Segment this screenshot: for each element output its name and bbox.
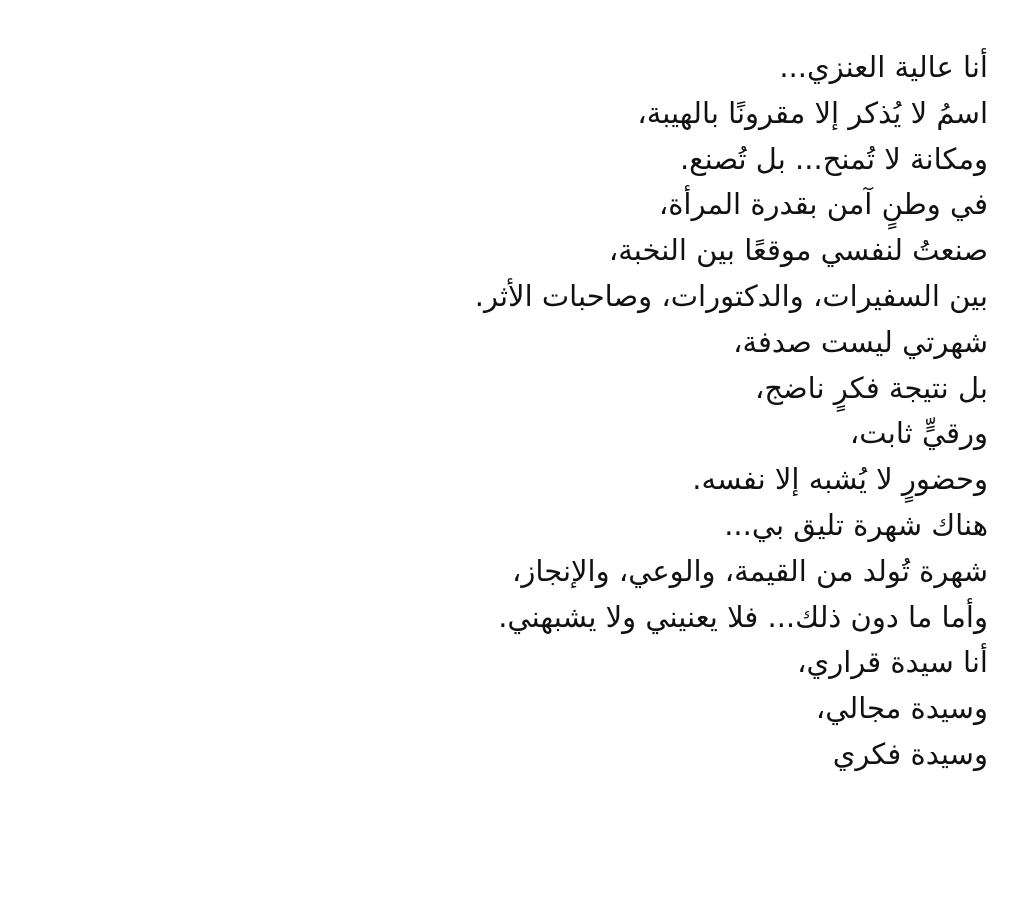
poem-line: وأما ما دون ذلك... فلا يعنيني ولا يشبهني. xyxy=(498,599,988,634)
poem-line: بل نتيجة فكرٍ ناضج، xyxy=(754,370,988,405)
poem-line: أنا عالية العنزي... xyxy=(779,50,988,84)
poem-line: في وطنٍ آمن بقدرة المرأة، xyxy=(658,187,988,222)
poem-line: ورقيٍّ ثابت، xyxy=(849,416,988,451)
poem-line: وحضورٍ لا يُشبه إلا نفسه. xyxy=(692,462,988,497)
poem-line: بين السفيرات، والدكتورات، وصاحبات الأثر. xyxy=(474,278,988,313)
poem-line: اسمُ لا يُذكر إلا مقرونًا بالهيبة، xyxy=(637,95,988,130)
poem-line: وسيدة فكري xyxy=(832,736,988,771)
poem-line: شهرتي ليست صدفة، xyxy=(733,324,988,359)
poem-line: صنعتُ لنفسي موقعًا بين النخبة، xyxy=(608,233,988,268)
poem-line: هناك شهرة تليق بي... xyxy=(724,507,988,542)
poem-line: وسيدة مجالي، xyxy=(815,691,988,726)
poem-line: شهرة تُولد من القيمة، والوعي، والإنجاز، xyxy=(512,553,988,588)
poem-text xyxy=(28,45,988,778)
poem-line: أنا سيدة قراري، xyxy=(797,645,988,680)
poem-line: ومكانة لا تُمنح... بل تُصنع. xyxy=(679,141,988,176)
